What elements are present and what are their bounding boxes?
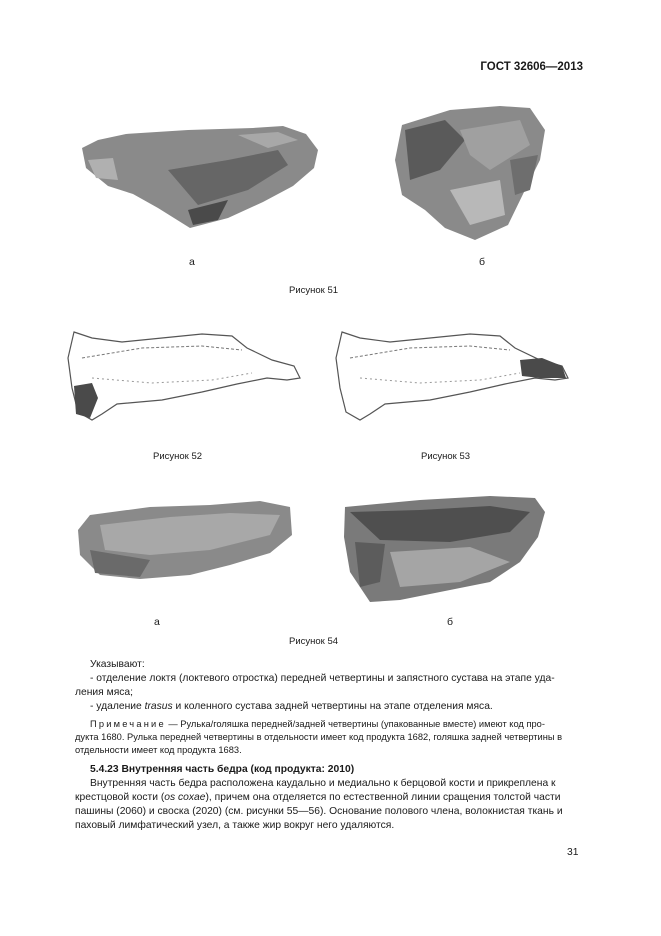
figure-52-image <box>62 328 312 428</box>
note-line-3: отдельности имеет код продукта 1683. <box>75 745 242 755</box>
note-label: Примечание <box>90 719 166 729</box>
figure-53-image <box>330 328 580 428</box>
standard-header: ГОСТ 32606—2013 <box>480 61 583 73</box>
section-line-2-pre: крестцовой кости ( <box>75 792 165 803</box>
figure-51-label-b: б <box>479 256 486 268</box>
indicate-item-2-italic: trasus <box>144 701 173 712</box>
figure-54-caption: Рисунок 54 <box>289 636 339 647</box>
section-line-3: пашины (2060) и своска (2020) (см. рисунки 55—56). Основание полового члена, волокнистая ткань и <box>75 806 563 817</box>
note-line-1 <box>90 718 545 731</box>
page-number: 31 <box>567 847 579 858</box>
indicate-item-2-pre: - удаление <box>90 701 145 712</box>
indicate-item-1-line-2: ления мяса; <box>75 687 134 698</box>
figure-54a-image <box>70 495 300 585</box>
figure-54b-image <box>340 492 550 607</box>
figure-52-caption: Рисунок 52 <box>153 451 203 462</box>
note-line-1-text: — Рулька/голяшка передней/задней четвертины (упакованные вместе) имеют код про- <box>165 719 545 729</box>
figure-51-caption: Рисунок 51 <box>289 285 339 296</box>
figure-53-caption: Рисунок 53 <box>421 451 471 462</box>
figure-51a-image <box>78 120 328 240</box>
indicate-intro: Указывают: <box>90 659 145 670</box>
figure-51b-image <box>390 100 560 250</box>
section-line-2-post: ), причем она отделяется по естественной линии сращения толстой части <box>205 792 561 803</box>
note-line-2: дукта 1680. Рулька передней четвертины в отдельности имеет код продукта 1682, голяшка задней четвертины в <box>75 732 563 742</box>
figure-51-label-a: а <box>189 256 195 268</box>
indicate-item-2-post: и коленного сустава задней четвертины на этапе отделения мяса. <box>172 701 493 712</box>
figure-54-label-a: а <box>154 616 160 628</box>
section-line-1: Внутренняя часть бедра расположена каудально и медиально к берцовой кости и прикреплена к <box>90 778 556 789</box>
section-line-2 <box>75 791 560 805</box>
section-line-2-italic: os coxae <box>164 792 206 803</box>
section-heading: 5.4.23 Внутренняя часть бедра (код продукта: 2010) <box>90 764 355 775</box>
section-line-4: паховый лимфатический узел, а также жир вокруг него удаляются. <box>75 820 395 831</box>
indicate-item-2 <box>90 700 493 714</box>
figure-54-label-b: б <box>447 616 454 628</box>
indicate-item-1-line-1: - отделение локтя (локтевого отростка) передней четвертины и запястного сустава на этапе уда- <box>90 673 555 684</box>
